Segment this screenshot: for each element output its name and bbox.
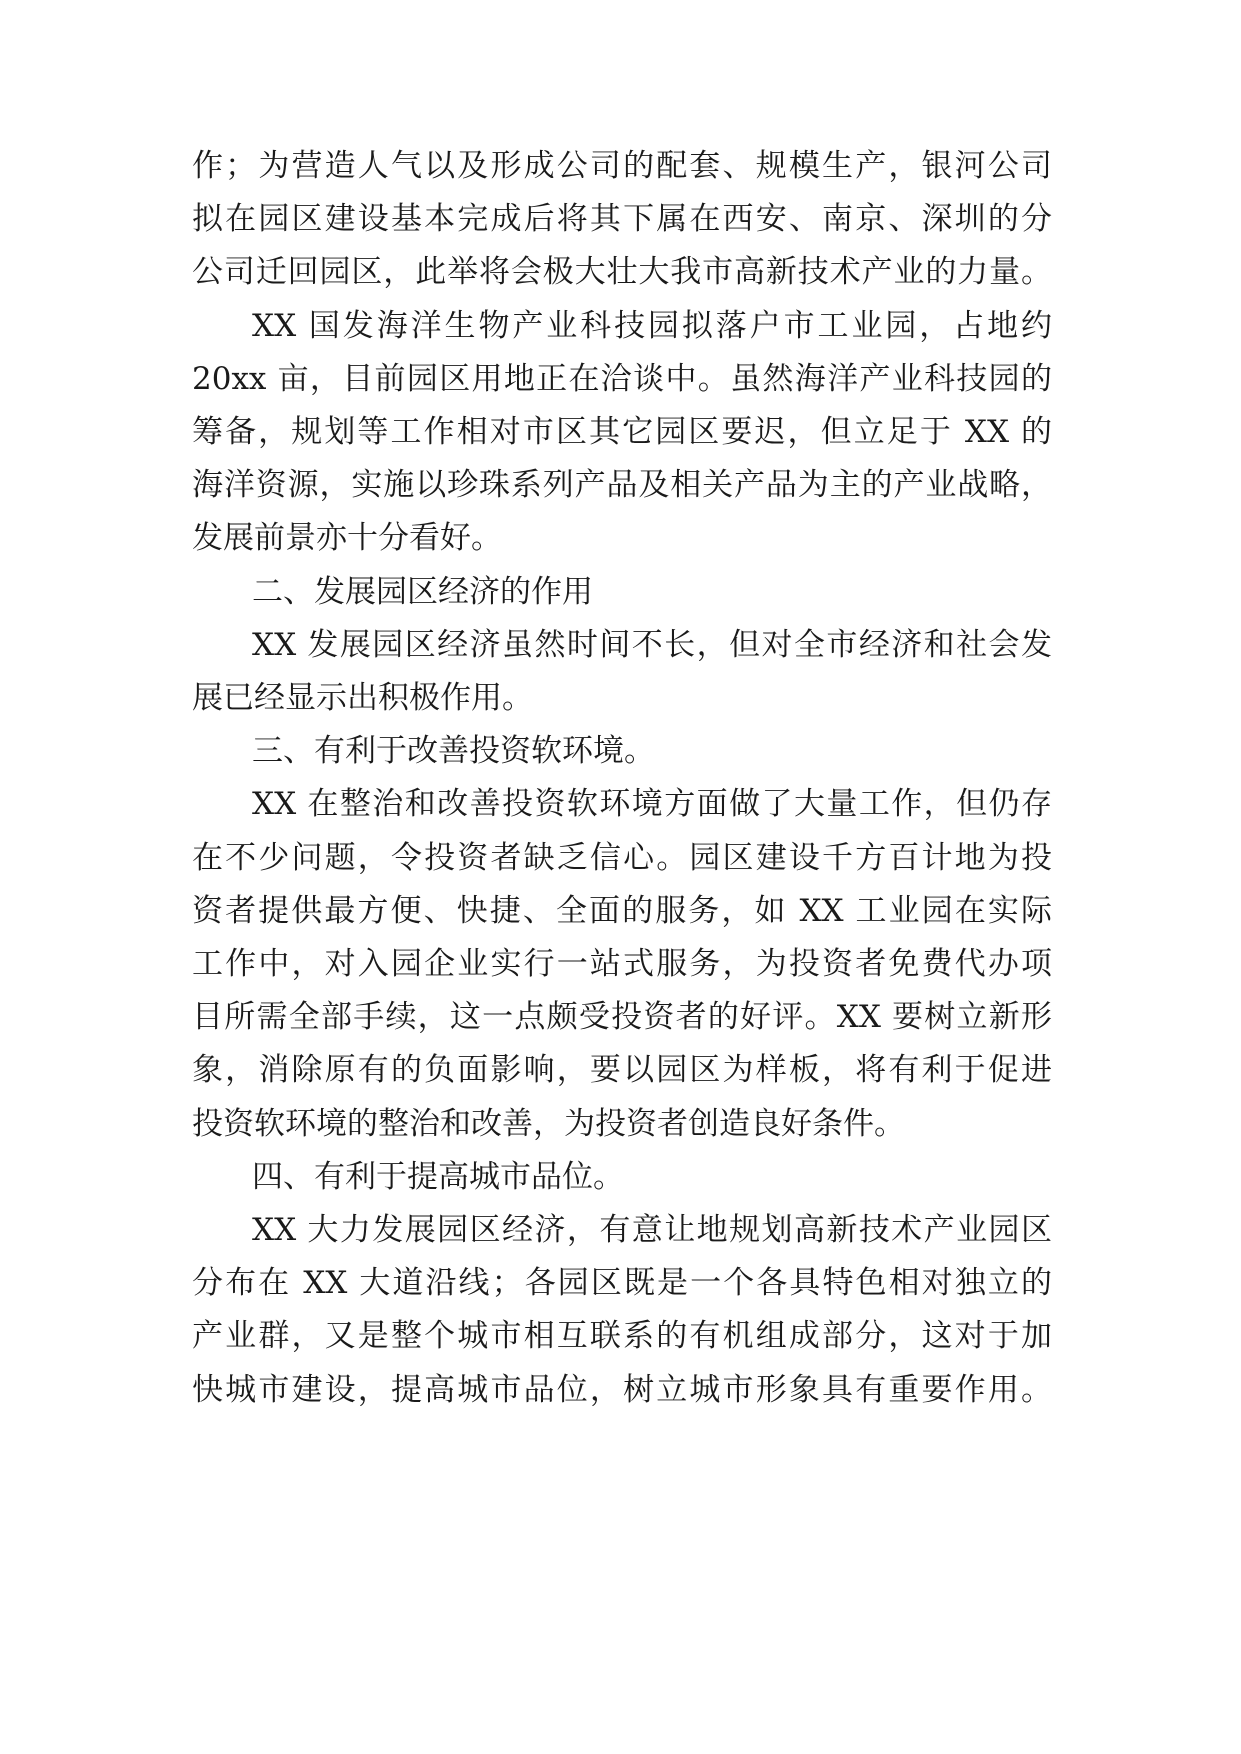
text-line: 快城市建设，提高城市品位，树立城市形象具有重要作用。 bbox=[192, 1372, 1052, 1408]
section-heading: 四、有利于提高城市品位。 bbox=[252, 1159, 624, 1195]
text-line: 资者提供最方便、快捷、全面的服务，如 XX 工业园在实际 bbox=[192, 893, 1052, 929]
text-line: 展已经显示出积极作用。 bbox=[192, 680, 533, 716]
text-line: 产业群，又是整个城市相互联系的有机组成部分，这对于加 bbox=[192, 1318, 1052, 1354]
text-line: 分布在 XX 大道沿线；各园区既是一个各具特色相对独立的 bbox=[192, 1265, 1052, 1301]
text-line: 海洋资源，实施以珍珠系列产品及相关产品为主的产业战略， bbox=[192, 467, 1052, 503]
text-line: 工作中，对入园企业实行一站式服务，为投资者免费代办项 bbox=[192, 946, 1052, 982]
text-line: 20xx 亩，目前园区用地正在洽谈中。虽然海洋产业科技园的 bbox=[192, 361, 1052, 397]
text-line: 象，消除原有的负面影响，要以园区为样板，将有利于促进 bbox=[192, 1052, 1052, 1088]
section-heading: 三、有利于改善投资软环境。 bbox=[252, 733, 655, 769]
text-line: 发展前景亦十分看好。 bbox=[192, 520, 502, 556]
text-line: XX 发展园区经济虽然时间不长，但对全市经济和社会发 bbox=[252, 627, 1052, 663]
text-line: 拟在园区建设基本完成后将其下属在西安、南京、深圳的分 bbox=[192, 201, 1052, 237]
text-line: 作；为营造人气以及形成公司的配套、规模生产，银河公司 bbox=[192, 148, 1052, 184]
text-line: 目所需全部手续，这一点颇受投资者的好评。XX 要树立新形 bbox=[192, 999, 1052, 1035]
text-line: XX 大力发展园区经济，有意让地规划高新技术产业园区 bbox=[252, 1212, 1052, 1248]
text-line: 公司迁回园区，此举将会极大壮大我市高新技术产业的力量。 bbox=[192, 254, 1052, 290]
text-line: XX 国发海洋生物产业科技园拟落户市工业园，占地约 bbox=[252, 308, 1052, 344]
text-line: 在不少问题，令投资者缺乏信心。园区建设千方百计地为投 bbox=[192, 840, 1052, 876]
section-heading: 二、发展园区经济的作用 bbox=[252, 574, 593, 610]
text-line: XX 在整治和改善投资软环境方面做了大量工作，但仍存 bbox=[252, 786, 1052, 822]
text-line: 投资软环境的整治和改善，为投资者创造良好条件。 bbox=[192, 1106, 905, 1142]
text-line: 筹备，规划等工作相对市区其它园区要迟，但立足于 XX 的 bbox=[192, 414, 1052, 450]
